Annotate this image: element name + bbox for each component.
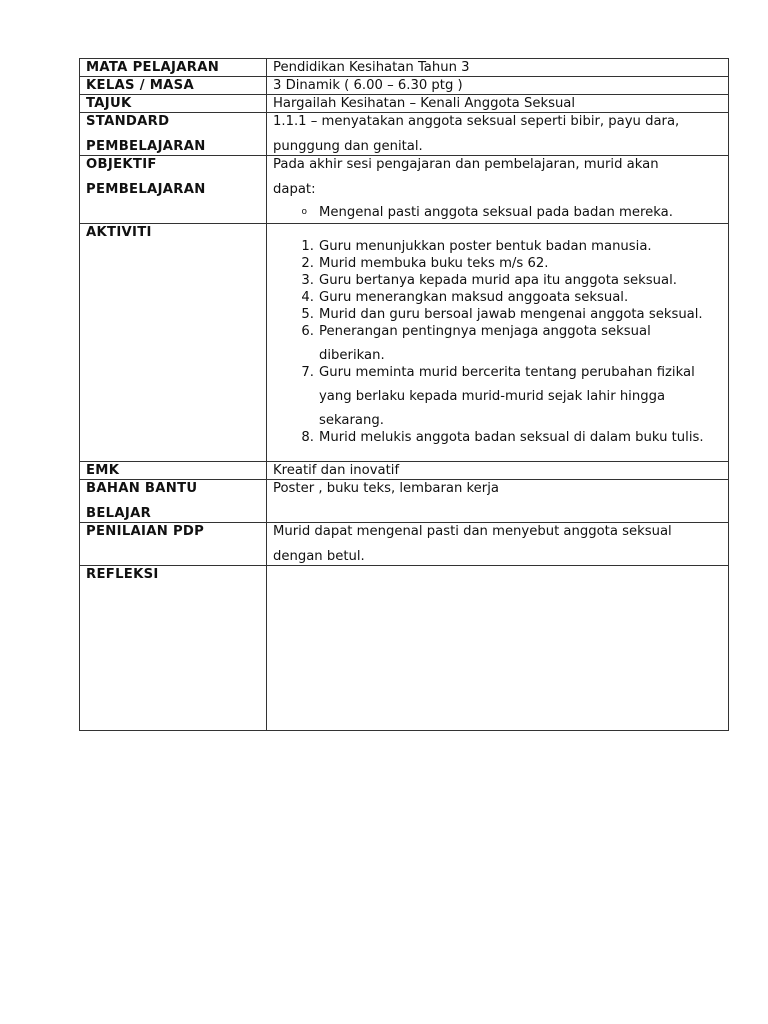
aktiviti-item-text	[319, 323, 722, 364]
aktiviti-item-line: Penerangan pentingnya menjaga anggota seksual	[319, 324, 651, 339]
aktiviti-item-line: Murid membuka buku teks m/s 62.	[319, 256, 549, 271]
aktiviti-item-line: Murid dan guru bersoal jawab mengenai anggota seksual.	[319, 307, 703, 322]
label-objektif	[80, 156, 267, 224]
label-objektif-line2: PEMBELAJARAN	[86, 182, 206, 197]
aktiviti-item-text	[319, 289, 722, 306]
lesson-plan-table	[79, 58, 729, 731]
aktiviti-item-line: diberikan.	[319, 348, 385, 363]
value-emk: Kreatif dan inovatif	[267, 462, 729, 480]
value-bahan-bantu: Poster , buku teks, lembaran kerja	[267, 480, 729, 523]
aktiviti-item-line: sekarang.	[319, 413, 384, 428]
aktiviti-item-number: 1.	[301, 239, 314, 254]
value-standard-line1: 1.1.1 – menyatakan anggota seksual seperti bibir, payu dara,	[273, 114, 680, 129]
aktiviti-item-text	[319, 429, 722, 446]
value-mata-pelajaran: Pendidikan Kesihatan Tahun 3	[267, 59, 729, 77]
aktiviti-item	[273, 238, 722, 255]
row-objektif	[80, 156, 729, 224]
bullet-circle-icon: o	[301, 207, 307, 217]
aktiviti-item	[273, 289, 722, 306]
aktiviti-item-line: Guru meminta murid bercerita tentang perubahan fizikal	[319, 365, 695, 380]
aktiviti-item-text	[319, 364, 722, 429]
aktiviti-item	[273, 323, 722, 364]
aktiviti-item-number: 4.	[301, 290, 314, 305]
label-standard	[80, 113, 267, 156]
aktiviti-item-text	[319, 272, 722, 289]
label-objektif-line1: OBJEKTIF	[86, 157, 157, 172]
row-mata-pelajaran	[80, 59, 729, 77]
aktiviti-item-text	[319, 306, 722, 323]
aktiviti-item-line: Guru bertanya kepada murid apa itu anggota seksual.	[319, 273, 677, 288]
label-standard-line2: PEMBELAJARAN	[86, 139, 206, 154]
value-penilaian	[267, 523, 729, 566]
row-bahan-bantu	[80, 480, 729, 523]
aktiviti-item	[273, 255, 722, 272]
aktiviti-item-line: Guru menunjukkan poster bentuk badan manusia.	[319, 239, 652, 254]
aktiviti-item-text	[319, 238, 722, 255]
value-objektif-line2: dapat:	[273, 182, 316, 197]
label-bahan-line1: BAHAN BANTU	[86, 481, 198, 496]
aktiviti-item	[273, 429, 722, 446]
aktiviti-item	[273, 272, 722, 289]
aktiviti-list	[273, 238, 722, 446]
value-penilaian-line1: Murid dapat mengenal pasti dan menyebut anggota seksual	[273, 524, 672, 539]
aktiviti-item-number: 7.	[301, 365, 314, 380]
aktiviti-item-line: Murid melukis anggota badan seksual di dalam buku tulis.	[319, 430, 704, 445]
objektif-bullet-item	[273, 204, 722, 221]
label-aktiviti: AKTIVITI	[80, 224, 267, 462]
label-refleksi: REFLEKSI	[80, 566, 267, 731]
aktiviti-item-line: Guru menerangkan maksud anggoata seksual.	[319, 290, 629, 305]
value-standard	[267, 113, 729, 156]
value-refleksi	[267, 566, 729, 731]
row-refleksi	[80, 566, 729, 731]
label-standard-line1: STANDARD	[86, 114, 170, 129]
label-mata-pelajaran: MATA PELAJARAN	[80, 59, 267, 77]
value-objektif	[267, 156, 729, 224]
aktiviti-item-text	[319, 255, 722, 272]
row-aktiviti	[80, 224, 729, 462]
objektif-bullet-text: Mengenal pasti anggota seksual pada badan mereka.	[319, 205, 673, 220]
row-penilaian	[80, 523, 729, 566]
aktiviti-item-number: 5.	[301, 307, 314, 322]
row-emk	[80, 462, 729, 480]
aktiviti-item-number: 6.	[301, 324, 314, 339]
label-tajuk: TAJUK	[80, 95, 267, 113]
value-objektif-line1: Pada akhir sesi pengajaran dan pembelajaran, murid akan	[273, 157, 659, 172]
row-kelas-masa	[80, 77, 729, 95]
value-penilaian-line2: dengan betul.	[273, 549, 365, 564]
aktiviti-item-number: 8.	[301, 430, 314, 445]
aktiviti-item-number: 3.	[301, 273, 314, 288]
label-bahan-line2: BELAJAR	[86, 506, 152, 521]
label-penilaian: PENILAIAN PDP	[80, 523, 267, 566]
label-kelas-masa: KELAS / MASA	[80, 77, 267, 95]
aktiviti-item	[273, 364, 722, 429]
value-tajuk: Hargailah Kesihatan – Kenali Anggota Seksual	[267, 95, 729, 113]
value-standard-line2: punggung dan genital.	[273, 139, 423, 154]
lesson-plan	[79, 58, 729, 731]
aktiviti-item	[273, 306, 722, 323]
label-bahan-bantu	[80, 480, 267, 523]
aktiviti-item-line: yang berlaku kepada murid-murid sejak lahir hingga	[319, 389, 666, 404]
value-kelas-masa: 3 Dinamik ( 6.00 – 6.30 ptg )	[267, 77, 729, 95]
label-emk: EMK	[80, 462, 267, 480]
row-standard	[80, 113, 729, 156]
aktiviti-item-number: 2.	[301, 256, 314, 271]
value-aktiviti	[267, 224, 729, 462]
row-tajuk	[80, 95, 729, 113]
